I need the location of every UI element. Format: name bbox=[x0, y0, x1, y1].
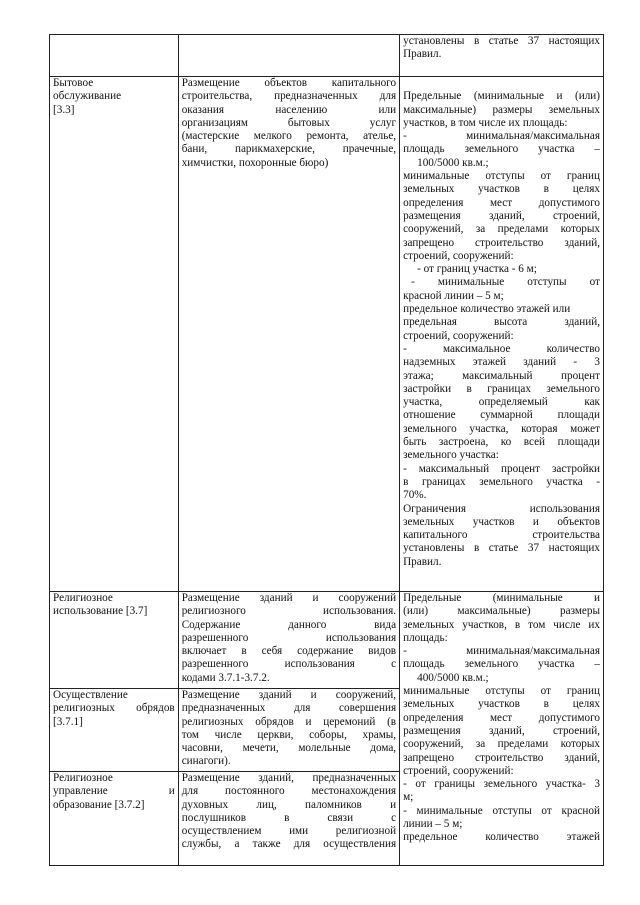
text-line: (мастерские мелкого ремонта, ателье, bbox=[181, 130, 397, 143]
text-line: размещения зданий, строений, bbox=[403, 209, 600, 222]
text-line: надземных этажей зданий - 3 bbox=[403, 356, 600, 369]
text-line: размещения зданий, строений, bbox=[403, 724, 600, 737]
text-line: предельное количество этажей bbox=[403, 831, 600, 844]
text-line: Бытовое bbox=[53, 77, 94, 89]
parameters-cell bbox=[400, 77, 604, 592]
use-description-cell bbox=[178, 77, 399, 592]
text-line: разрешенного использования bbox=[181, 631, 397, 644]
text-line: строений, сооружений: bbox=[403, 329, 514, 342]
text-line: участка, определяемый как bbox=[403, 396, 600, 409]
text-line: запрещено строительство зданий, bbox=[403, 751, 600, 764]
text-line: участков, в том числе их площадь: bbox=[403, 116, 568, 129]
text-line: управление и bbox=[53, 785, 175, 798]
text-line: предельная высота зданий, bbox=[403, 316, 600, 329]
text-line: синагоги). bbox=[181, 755, 231, 768]
use-type-cell bbox=[50, 77, 179, 592]
text-line: - минимальная/максимальная bbox=[403, 130, 600, 143]
text-line: - от границы земельного участка- 3 bbox=[403, 778, 600, 791]
text-line: площадь: bbox=[403, 631, 448, 644]
text-line: - минимальная/максимальная bbox=[403, 645, 600, 658]
text-line: капитального строительства bbox=[403, 529, 600, 542]
text-line: химчистки, похоронные бюро) bbox=[181, 156, 329, 169]
text-line: Религиозное bbox=[53, 772, 113, 784]
use-description-cell bbox=[178, 772, 399, 866]
text-line: бани, парикмахерские, прачечные, bbox=[181, 143, 397, 156]
text-line: площадь земельного участка – bbox=[403, 658, 600, 671]
text-line: кодами 3.7.1-3.7.2. bbox=[181, 671, 270, 684]
text-line: в границах земельного участка - bbox=[403, 475, 600, 488]
text-line: - минимальные отступы от bbox=[411, 276, 600, 289]
text-line bbox=[403, 77, 600, 90]
table-row bbox=[50, 35, 604, 77]
table-row bbox=[50, 77, 604, 592]
parameters-cell bbox=[400, 35, 604, 77]
text-line: включает в себя содержание видов bbox=[181, 645, 397, 658]
text-line: запрещено строительство зданий, bbox=[403, 236, 600, 249]
parameters-cell bbox=[400, 592, 604, 866]
text-line: для постоянного местонахождения bbox=[181, 785, 397, 798]
text-line: оказания населению или bbox=[181, 103, 397, 116]
text-line: определения мест допустимого bbox=[403, 711, 600, 724]
use-description-cell bbox=[178, 35, 399, 77]
text-line: - минимальные отступы от красной bbox=[403, 804, 600, 817]
text-line: Размещение зданий и сооружений, bbox=[181, 689, 397, 701]
table-row bbox=[50, 592, 604, 689]
text-line: духовных лиц, паломников и bbox=[181, 798, 397, 811]
text-line: земельного участка, которая может bbox=[403, 422, 600, 435]
text-line: Размещение объектов капитального bbox=[181, 77, 397, 89]
text-line: минимальные отступы от границ bbox=[403, 685, 600, 698]
text-line: - максимальный процент застройки bbox=[403, 462, 600, 475]
text-line: земельного участка: bbox=[403, 449, 499, 462]
text-line: установлены в статье 37 настоящих bbox=[403, 35, 600, 47]
text-line: религиозных обрядов и церемоний (в bbox=[181, 715, 397, 728]
text-line: религиозного использования. bbox=[181, 605, 397, 618]
text-line: строений, сооружений: bbox=[403, 764, 514, 777]
text-line: службы, а также для осуществления bbox=[181, 838, 397, 851]
use-type-cell bbox=[50, 35, 179, 77]
text-line: предельное количество этажей или bbox=[403, 303, 571, 316]
text-line: - максимальное количество bbox=[403, 342, 600, 355]
text-line: разрешенного использования с bbox=[181, 658, 397, 671]
use-type-cell bbox=[50, 689, 179, 772]
text-line: послушников в связи с bbox=[181, 811, 397, 824]
text-line: площадь земельного участка – bbox=[403, 143, 600, 156]
text-line: использование [3.7] bbox=[53, 605, 148, 618]
text-line: Правил. bbox=[403, 48, 442, 61]
text-line: минимальные отступы от границ bbox=[403, 170, 600, 183]
text-line: Предельные (минимальные и bbox=[403, 592, 600, 604]
text-line: осуществлением ими религиозной bbox=[181, 825, 397, 838]
text-line: застройки в границах земельного bbox=[403, 382, 600, 395]
text-line: строений, сооружений: bbox=[403, 249, 514, 262]
text-line: Осуществление bbox=[53, 689, 128, 701]
text-line: обслуживание bbox=[53, 90, 122, 103]
text-line: том числе церкви, соборы, храмы, bbox=[181, 728, 397, 741]
text-line: [3.7.1] bbox=[53, 715, 83, 728]
text-line: земельных участков в целях bbox=[403, 183, 600, 196]
use-type-cell bbox=[50, 772, 179, 866]
text-line: м; bbox=[403, 791, 414, 804]
text-line: 400/5000 кв.м.; bbox=[417, 671, 489, 684]
text-line: сооружений, за пределами которых bbox=[403, 223, 600, 236]
text-line: - от границ участка - 6 м; bbox=[417, 263, 537, 276]
text-line: (или) максимальные) размеры bbox=[403, 605, 600, 618]
text-line: отношение суммарной площади bbox=[403, 409, 600, 422]
text-line: линии – 5 м; bbox=[403, 818, 463, 831]
text-line: Размещение зданий, предназначенных bbox=[181, 772, 397, 784]
text-line: максимальные) размеры земельных bbox=[403, 103, 600, 116]
text-line: Размещение зданий и сооружений bbox=[181, 592, 397, 604]
text-line: Содержание данного вида bbox=[181, 618, 397, 631]
text-line: красной линии – 5 м; bbox=[403, 289, 504, 302]
text-line: часовни, мечети, молельные дома, bbox=[181, 742, 397, 755]
text-line: Предельные (минимальные и (или) bbox=[403, 90, 600, 103]
text-line: организациям бытовых услуг bbox=[181, 116, 397, 129]
zoning-regulations-table bbox=[49, 34, 604, 866]
text-line: этажа; максимальный процент bbox=[403, 369, 600, 382]
text-line: образование [3.7.2] bbox=[53, 798, 145, 811]
text-line: [3.3] bbox=[53, 103, 75, 116]
use-description-cell bbox=[178, 689, 399, 772]
text-line: быть застроена, ко всей площади bbox=[403, 436, 600, 449]
text-line: строительства, предназначенных для bbox=[181, 90, 397, 103]
text-line: земельных участков, в том числе их bbox=[403, 618, 600, 631]
text-line: земельных участков в целях bbox=[403, 698, 600, 711]
text-line: определения мест допустимого bbox=[403, 196, 600, 209]
text-line: Ограничения использования bbox=[403, 502, 600, 515]
use-type-cell bbox=[50, 592, 179, 689]
use-description-cell bbox=[178, 592, 399, 689]
text-line: 70%. bbox=[403, 489, 427, 502]
text-line: сооружений, за пределами которых bbox=[403, 738, 600, 751]
text-line: Правил. bbox=[403, 555, 442, 568]
text-line: предназначенных для совершения bbox=[181, 702, 397, 715]
text-line: земельных участков и объектов bbox=[403, 515, 600, 528]
text-line: установлены в статье 37 настоящих bbox=[403, 542, 600, 555]
text-line: 100/5000 кв.м.; bbox=[417, 156, 489, 169]
text-line: Религиозное bbox=[53, 592, 113, 604]
text-line: религиозных обрядов bbox=[53, 702, 175, 715]
